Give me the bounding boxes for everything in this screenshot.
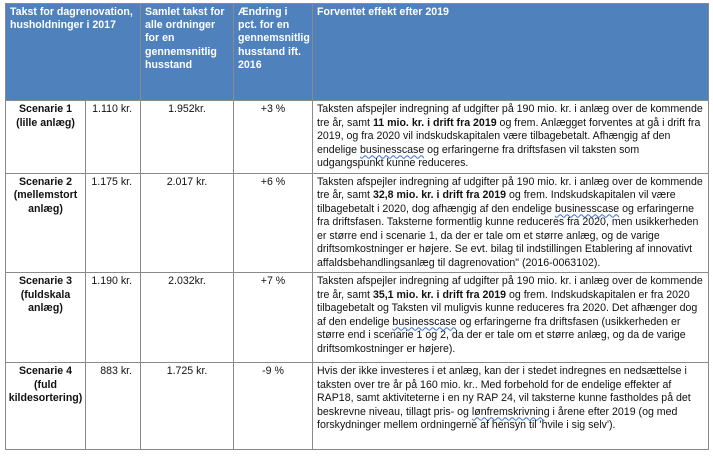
table-row [6,101,709,174]
header-samlet: Samlet takst for alle ordninger for en gennemsnitlig husstand [141,4,234,101]
table-row [6,363,709,450]
takst-table [5,3,709,450]
samlet-value: 2.017 kr. [141,173,234,273]
header-change: Ændring i pct. for en gennemsnitlig husstand ift. 2016 [234,4,313,101]
change-value: +7 % [234,273,313,363]
takst-value: 1.190 kr. [86,273,141,363]
header-effect: Forventet effekt efter 2019 [313,4,709,101]
header-takst: Takst for dagrenovation, husholdninger i 2017 [6,4,141,101]
change-value: -9 % [234,363,313,450]
takst-value: 1.175 kr. [86,173,141,273]
header-row [6,4,709,101]
scenario-label: Scenarie 4 (fuld kildesortering) [6,363,86,450]
samlet-value: 2.032kr. [141,273,234,363]
scenario-label: Scenarie 1 (lille anlæg) [6,101,86,174]
takst-value: 883 kr. [86,363,141,450]
effect-text: Taksten afspejler indregning af udgifter på 190 mio. kr. i anlæg over de kommende tre år, samt 32,8 mio. kr. i drift fra 2019 og frem. Indskudskapitalen vil være tilbagebetalt i 2020, dog afhængig af den endelige businesscase og erfaringerne fra driftsfasen. Taksterne formentlig kunne reduceres fra 2020, men usikkerheden er større end i scenarie 1, da der er tale om et større anlæg, og de varige driftsomkostninger er højere. Se evt. bilag til indstillingen Etablering af innovativt affaldsbehandlingsanlæg til dagrenovation" (2016-0063102). [313,173,709,273]
change-value: +3 % [234,101,313,174]
effect-text: Taksten afspejler indregning af udgifter på 190 mio. kr. i anlæg over de kommende tre år, samt 11 mio. kr. i drift fra 2019 og frem. Anlægget forventes at gå i drift fra 2019, og fra 2020 vil indskudskapitalen være tilbagebetalt. Afhængig af den endelige businesscase og erfaringerne fra driftsfasen vil taksten som udgangspunkt kunne reduceres. [313,101,709,174]
takst-value: 1.110 kr. [86,101,141,174]
change-value: +6 % [234,173,313,273]
table-row [6,273,709,363]
samlet-value: 1.952kr. [141,101,234,174]
samlet-value: 1.725 kr. [141,363,234,450]
scenario-label: Scenarie 2 (mellemstort anlæg) [6,173,86,273]
effect-text: Hvis der ikke investeres i et anlæg, kan der i stedet indregnes en nedsættelse i taksten over tre år på 160 mio. kr.. Med forbehold for de endelige effekter af RAP18, samt aktiviteterne i en ny RAP 24, vil taksterne kunne fastholdes på det beskrevne niveau, tillagt pris- og lønfremskrivning i årene efter 2019 (og med forskydninger mellem ordningerne af hensyn til 'hvile i sig selv'). [313,363,709,450]
scenario-label: Scenarie 3 (fuldskala anlæg) [6,273,86,363]
effect-text: Taksten afspejler indregning af udgifter på 190 mio. kr. i anlæg over de kommende tre år, samt 35,1 mio. kr. i drift fra 2019 og frem. Indskudskapitalen er fra 2020 tilbagebetalt og Taksten vil muligvis kunne reduceres fra 2020. Det afhænger dog af den endelige businesscase og erfaringerne fra driftsfasen (usikkerheden er større end i scenarie 1 og 2, da der er tale om et større anlæg, og da de varige driftsomkostninger er højere). [313,273,709,363]
table-row [6,173,709,273]
